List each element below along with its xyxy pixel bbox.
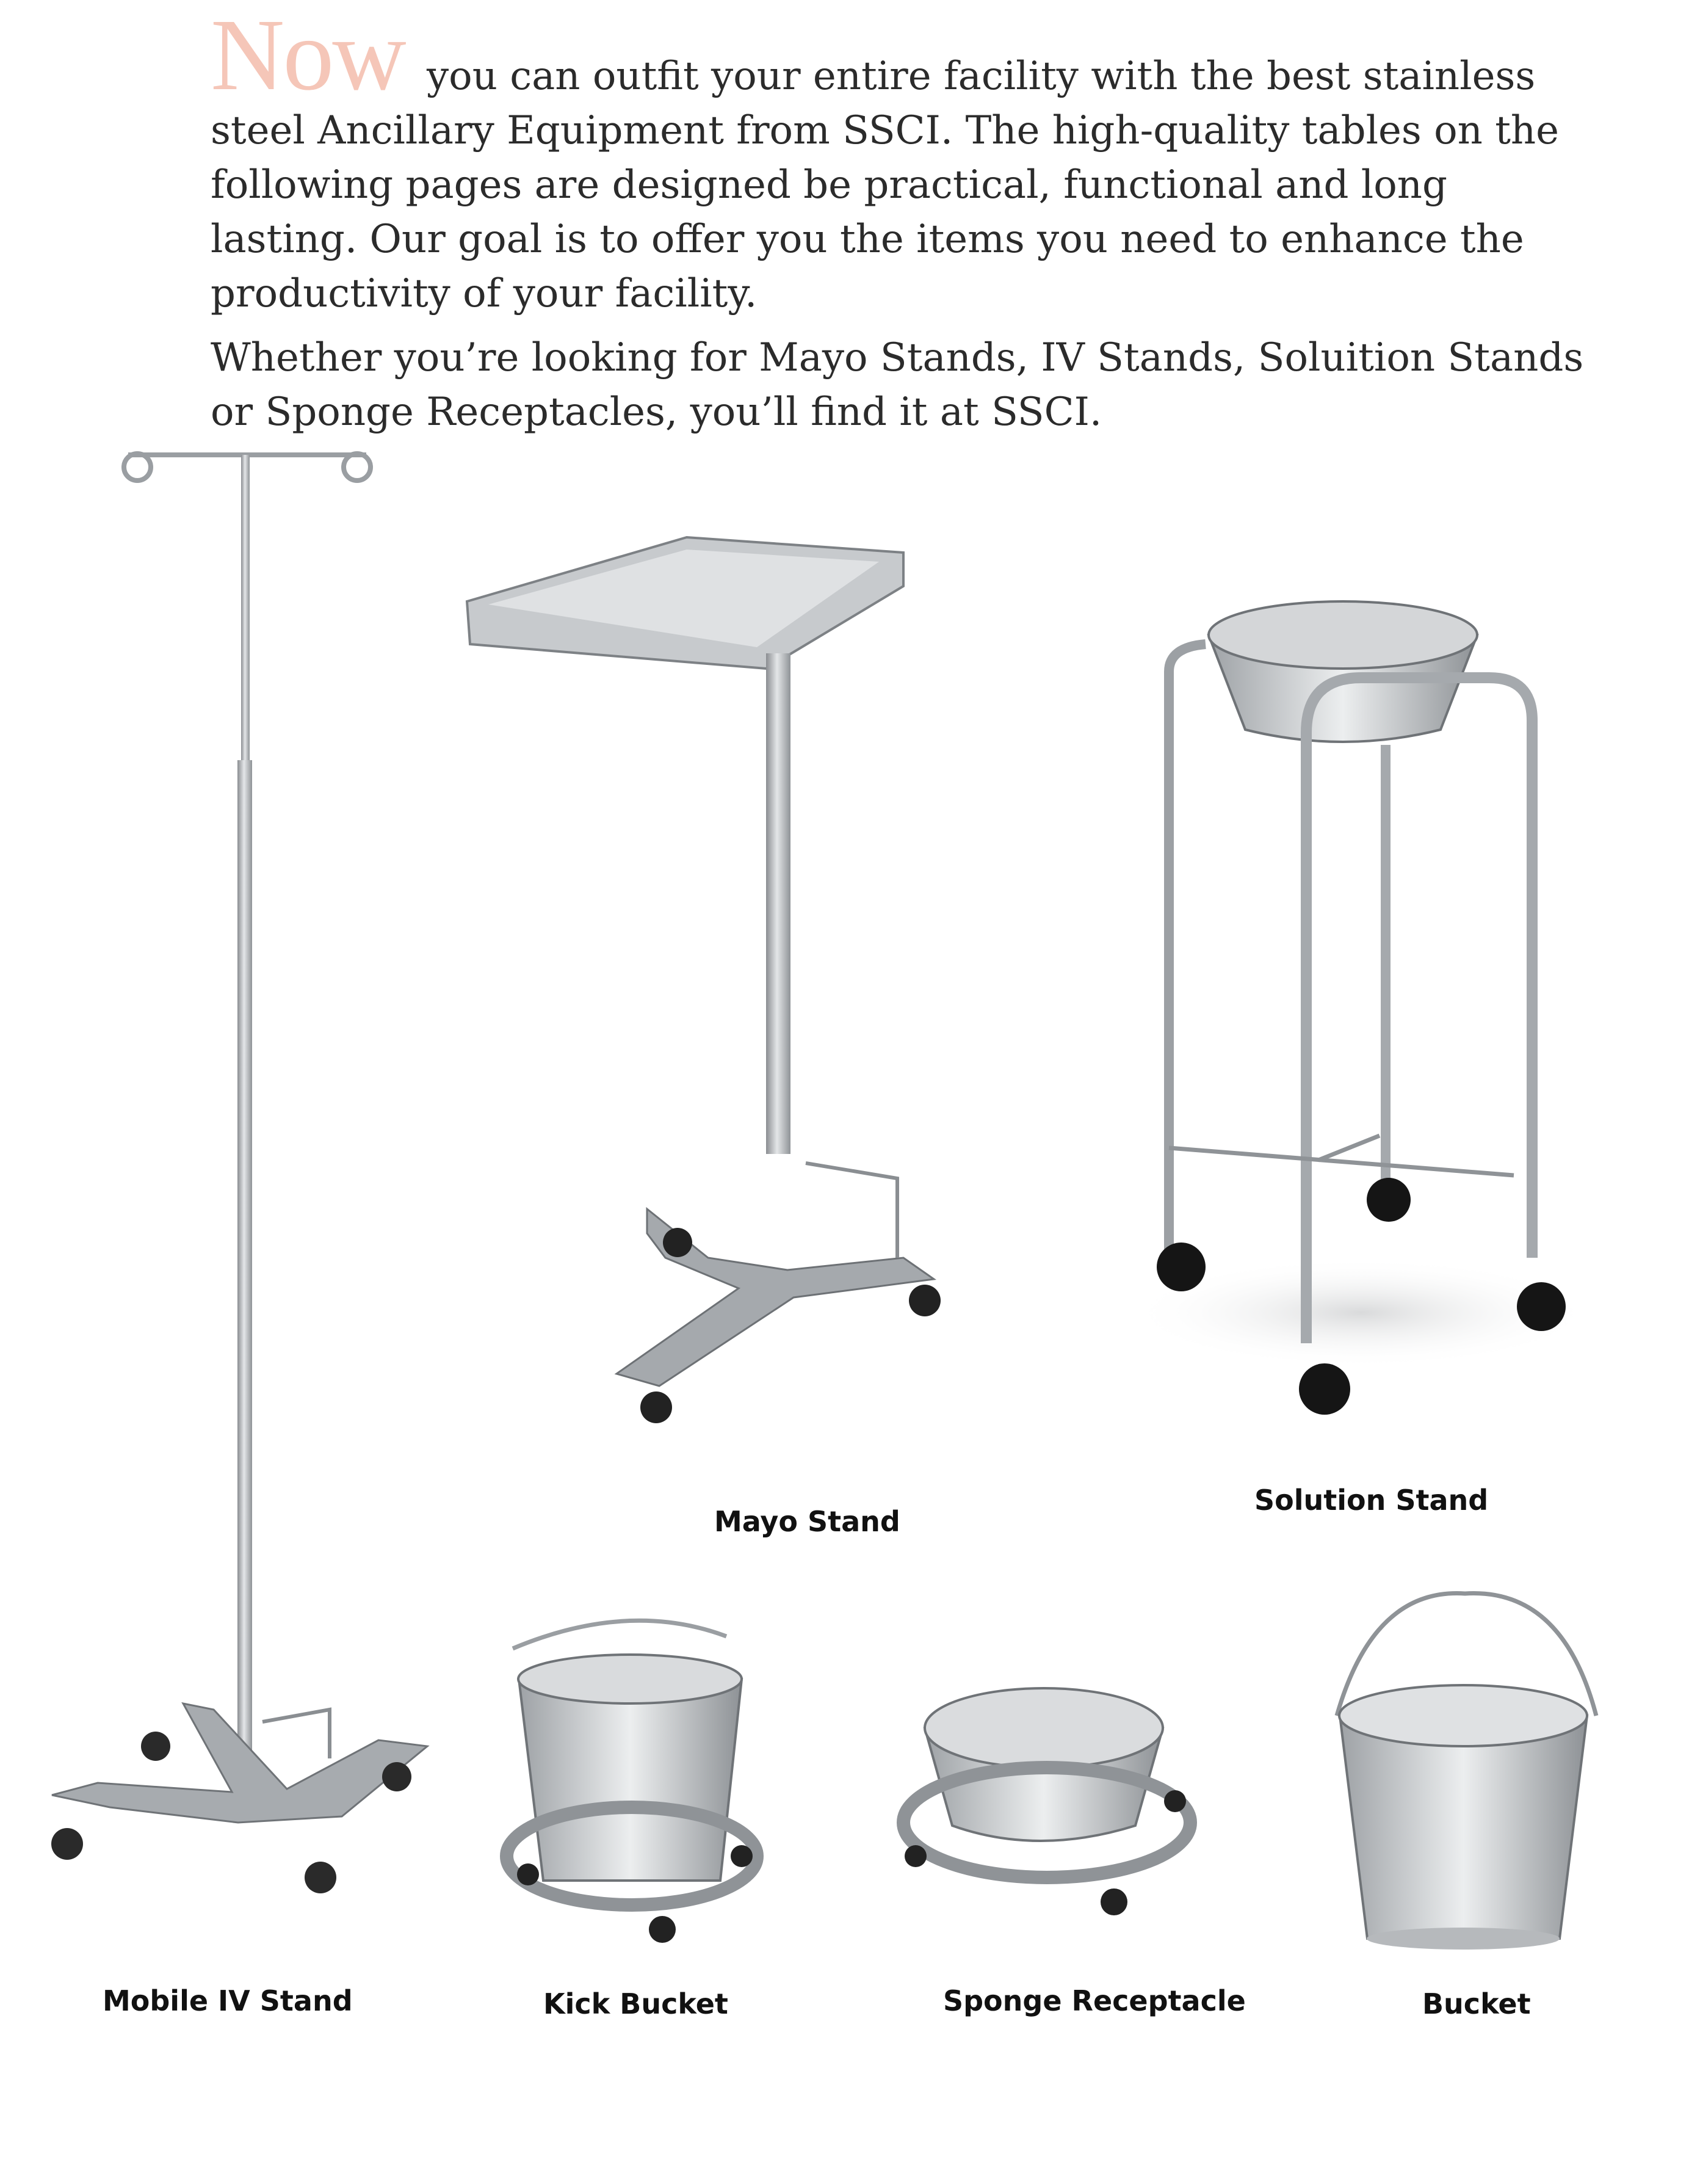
caption-sponge-receptacle: Sponge Receptacle xyxy=(943,1984,1246,2017)
solution-stand-image xyxy=(1129,601,1593,1415)
bucket-image xyxy=(1337,1594,1596,1950)
intro-paragraph-1-text: you can outfit your entire facility with the best stainless steel Ancillary Equipment from SSCI. The high-quality tables on the following pages are designed be practical, functional and long lasting. Our goal is to offer you the items you need to enhance the productivity of your facility. xyxy=(211,54,1559,316)
caption-mayo-stand: Mayo Stand xyxy=(714,1505,900,1538)
caption-solution-stand: Solution Stand xyxy=(1254,1484,1489,1517)
dropcap-now: Now xyxy=(211,0,405,112)
mobile-iv-stand-image xyxy=(51,454,427,1893)
caption-kick-bucket: Kick Bucket xyxy=(543,1987,728,2020)
caption-mobile-iv-stand: Mobile IV Stand xyxy=(103,1984,353,2017)
sponge-receptacle-image xyxy=(903,1688,1190,1915)
kick-bucket-image xyxy=(507,1620,757,1943)
intro-paragraph-2: Whether you’re looking for Mayo Stands, IV Stands, Soluition Stands or Sponge Receptacles, you’ll find it at SSCI. xyxy=(211,335,1584,435)
caption-bucket: Bucket xyxy=(1422,1987,1531,2020)
mayo-stand-image xyxy=(467,537,941,1423)
